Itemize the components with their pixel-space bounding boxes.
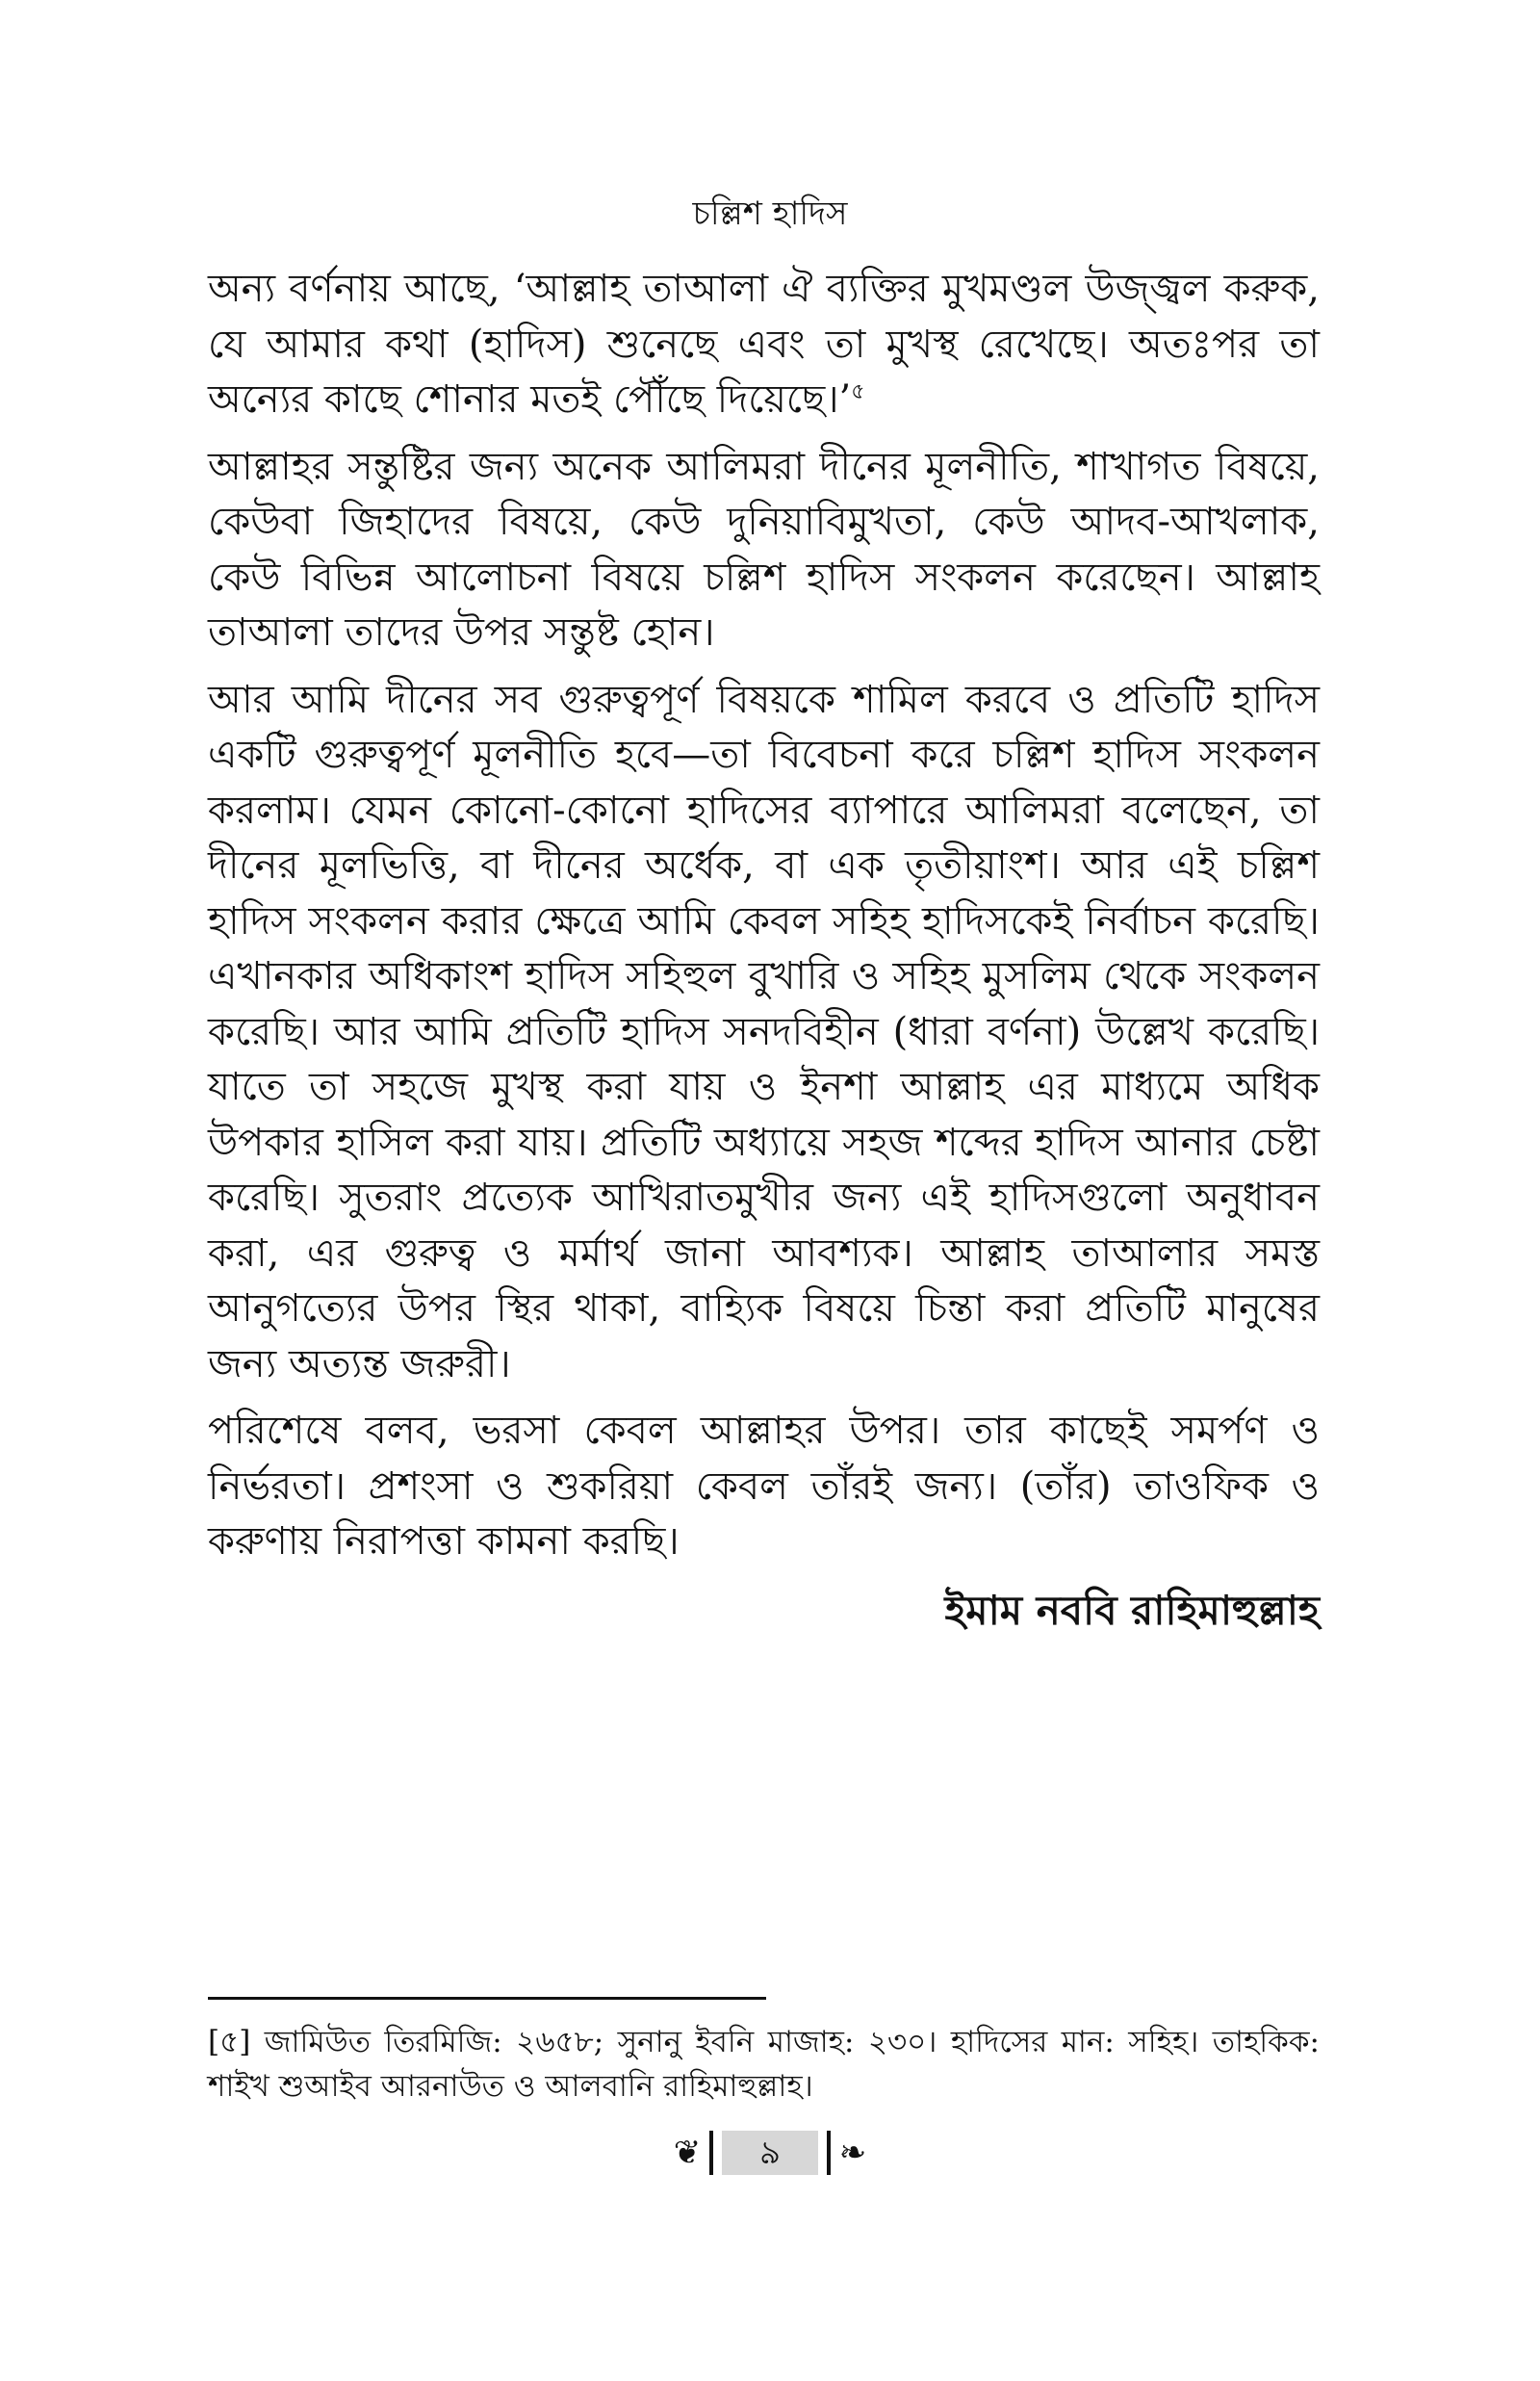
footnote-divider [208,1997,766,2000]
left-ornament-icon: ❦ [673,2134,702,2172]
page-folio [0,2128,1540,2178]
paragraph-1 [208,262,1320,428]
footnote-reference: ৫ [851,379,865,404]
folio-bar-right [827,2131,831,2175]
paragraph-4: পরিশেষে বলব, ভরসা কেবল আল্লাহর উপর। তার কাছেই সমর্পণ ও নির্ভরতা। প্রশংসা ও শুকরিয়া কেবল তাঁরই জন্য। (তাঁর) তাওফিক ও করুণায় নিরাপত্তা কামনা করছি। [208,1409,1320,1564]
paragraph-2: আল্লাহর সন্তুষ্টির জন্য অনেক আলিমরা দীনের মূলনীতি, শাখাগত বিষয়ে, কেউবা জিহাদের বিষয়ে, কেউ দুনিয়াবিমুখতা, কেউ আদব-আখলাক, কেউ বিভিন্ন আলোচনা বিষয়ে চল্লিশ হাদিস সংকলন করেছেন। আল্লাহ তাআলা তাদের উপর সন্তুষ্ট হোন। [208,444,1320,655]
paragraph-1-text: অন্য বর্ণনায় আছে, ‘আল্লাহ তাআলা ঐ ব্যক্তির মুখমণ্ডল উজ্জ্বল করুক, যে আমার কথা (হাদিস) শুনেছে এবং তা মুখস্থ রেখেছে। অতঃপর তা অন্যের কাছে শোনার মতই পৌঁছে দিয়েছে।’ [208,267,1320,422]
footnote: [৫] জামিউত তিরমিজি: ২৬৫৮; সুনানু ইবনি মাজাহ: ২৩০। হাদিসের মান: সহিহ। তাহকিক: শাইখ শুআইব আরনাউত ও আলবানি রাহিমাহুল্লাহ। [208,2025,1320,2104]
right-ornament-icon: ❧ [838,2134,867,2172]
page-number: ৯ [722,2131,818,2175]
folio-frame [668,2128,872,2178]
body-text [208,262,1320,1640]
author-signature: ইমাম নববি রাহিমাহুল্লাহ [944,1586,1320,1634]
folio-bar-left [709,2131,713,2175]
paragraph-3: আর আমি দীনের সব গুরুত্বপূর্ণ বিষয়কে শামিল করবে ও প্রতিটি হাদিস একটি গুরুত্বপূর্ণ মূলনীতি হবে—তা বিবেচনা করে চল্লিশ হাদিস সংকলন করলাম। যেমন কোনো-কোনো হাদিসের ব্যাপারে আলিমরা বলেছেন, তা দীনের মূলভিত্তি, বা দীনের অর্ধেক, বা এক তৃতীয়াংশ। আর এই চল্লিশ হাদিস সংকলন করার ক্ষেত্রে আমি কেবল সহিহ হাদিসকেই নির্বাচন করেছি। এখানকার অধিকাংশ হাদিস সহিহুল বুখারি ও সহিহ মুসলিম থেকে সংকলন করেছি। আর আমি প্রতিটি হাদিস সনদবিহীন (ধারা বর্ণনা) উল্লেখ করেছি। যাতে তা সহজে মুখস্থ করা যায় ও ইনশা আল্লাহ এর মাধ্যমে অধিক উপকার হাসিল করা যায়। প্রতিটি অধ্যায়ে সহজ শব্দের হাদিস আনার চেষ্টা করেছি। সুতরাং প্রত্যেক আখিরাতমুখীর জন্য এই হাদিসগুলো অনুধাবন করা, এর গুরুত্ব ও মর্মার্থ জানা আবশ্যক। আল্লাহ তাআলার সমস্ত আনুগত্যের উপর স্থির থাকা, বাহ্যিক বিষয়ে চিন্তা করা প্রতিটি মানুষের জন্য অত্যন্ত জরুরী। [208,677,1320,1386]
running-title: চল্লিশ হাদিস [692,194,848,233]
